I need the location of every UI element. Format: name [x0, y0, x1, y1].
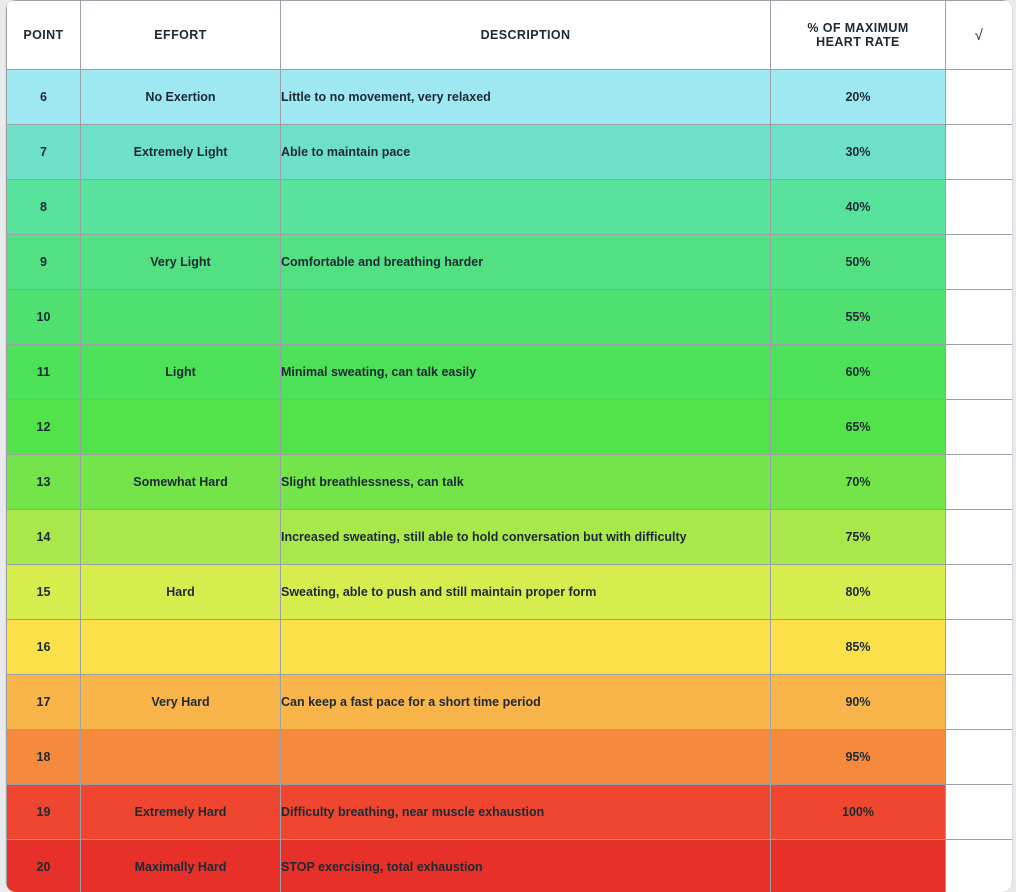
cell-description — [281, 620, 771, 675]
cell-point: 7 — [7, 125, 81, 180]
cell-description: Comfortable and breathing harder — [281, 235, 771, 290]
cell-description: Difficulty breathing, near muscle exhaustion — [281, 785, 771, 840]
table-row — [7, 70, 1013, 125]
table-row — [7, 840, 1013, 892]
cell-percent: 75% — [771, 510, 946, 565]
rpe-table — [6, 0, 1012, 892]
cell-description — [281, 290, 771, 345]
cell-point: 13 — [7, 455, 81, 510]
cell-description — [281, 180, 771, 235]
cell-checkbox[interactable] — [946, 785, 1013, 840]
cell-description: Minimal sweating, can talk easily — [281, 345, 771, 400]
cell-percent: 20% — [771, 70, 946, 125]
cell-point: 12 — [7, 400, 81, 455]
cell-point: 14 — [7, 510, 81, 565]
cell-effort: Very Hard — [81, 675, 281, 730]
cell-point: 9 — [7, 235, 81, 290]
column-header-description: DESCRIPTION — [281, 1, 771, 70]
table-row — [7, 125, 1013, 180]
table-row — [7, 565, 1013, 620]
cell-effort: Extremely Hard — [81, 785, 281, 840]
table-header — [7, 1, 1013, 70]
cell-checkbox[interactable] — [946, 345, 1013, 400]
cell-description: STOP exercising, total exhaustion — [281, 840, 771, 892]
table-row — [7, 455, 1013, 510]
cell-percent — [771, 840, 946, 892]
cell-effort — [81, 180, 281, 235]
cell-point: 15 — [7, 565, 81, 620]
column-header-percent-max-heart-rate — [771, 1, 946, 70]
cell-effort — [81, 510, 281, 565]
column-header-checkmark: √ — [946, 1, 1013, 70]
cell-description: Little to no movement, very relaxed — [281, 70, 771, 125]
cell-percent: 60% — [771, 345, 946, 400]
table-row — [7, 400, 1013, 455]
cell-percent: 50% — [771, 235, 946, 290]
cell-effort — [81, 400, 281, 455]
cell-effort: Hard — [81, 565, 281, 620]
cell-description — [281, 400, 771, 455]
cell-checkbox[interactable] — [946, 235, 1013, 290]
cell-effort: Light — [81, 345, 281, 400]
cell-point: 16 — [7, 620, 81, 675]
cell-percent: 85% — [771, 620, 946, 675]
cell-description: Can keep a fast pace for a short time period — [281, 675, 771, 730]
table-row — [7, 510, 1013, 565]
cell-percent: 95% — [771, 730, 946, 785]
cell-point: 11 — [7, 345, 81, 400]
cell-checkbox[interactable] — [946, 70, 1013, 125]
cell-percent: 55% — [771, 290, 946, 345]
cell-effort: Somewhat Hard — [81, 455, 281, 510]
table-row — [7, 345, 1013, 400]
cell-percent: 80% — [771, 565, 946, 620]
cell-point: 8 — [7, 180, 81, 235]
table-row — [7, 180, 1013, 235]
cell-checkbox[interactable] — [946, 180, 1013, 235]
rpe-scale-chart — [6, 0, 1012, 892]
table-body — [7, 70, 1013, 892]
header-row — [7, 1, 1013, 70]
cell-checkbox[interactable] — [946, 290, 1013, 345]
cell-percent: 30% — [771, 125, 946, 180]
column-header-percent-line1: % OF MAXIMUM — [807, 21, 909, 35]
cell-point: 17 — [7, 675, 81, 730]
table-row — [7, 675, 1013, 730]
cell-effort: Maximally Hard — [81, 840, 281, 892]
cell-checkbox[interactable] — [946, 125, 1013, 180]
cell-effort: Very Light — [81, 235, 281, 290]
cell-point: 19 — [7, 785, 81, 840]
cell-checkbox[interactable] — [946, 730, 1013, 785]
cell-checkbox[interactable] — [946, 400, 1013, 455]
cell-checkbox[interactable] — [946, 620, 1013, 675]
cell-checkbox[interactable] — [946, 675, 1013, 730]
cell-description: Slight breathlessness, can talk — [281, 455, 771, 510]
column-header-point: POINT — [7, 1, 81, 70]
cell-percent: 65% — [771, 400, 946, 455]
table-row — [7, 730, 1013, 785]
cell-description: Able to maintain pace — [281, 125, 771, 180]
column-header-percent-line2: HEART RATE — [816, 35, 900, 49]
table-row — [7, 235, 1013, 290]
cell-effort: Extremely Light — [81, 125, 281, 180]
table-row — [7, 620, 1013, 675]
cell-checkbox[interactable] — [946, 455, 1013, 510]
cell-percent: 40% — [771, 180, 946, 235]
cell-effort — [81, 620, 281, 675]
cell-effort — [81, 290, 281, 345]
table-row — [7, 290, 1013, 345]
column-header-effort: EFFORT — [81, 1, 281, 70]
cell-point: 6 — [7, 70, 81, 125]
cell-percent: 90% — [771, 675, 946, 730]
cell-point: 10 — [7, 290, 81, 345]
cell-effort: No Exertion — [81, 70, 281, 125]
cell-checkbox[interactable] — [946, 565, 1013, 620]
cell-description: Sweating, able to push and still maintain proper form — [281, 565, 771, 620]
cell-checkbox[interactable] — [946, 510, 1013, 565]
cell-percent: 100% — [771, 785, 946, 840]
cell-point: 18 — [7, 730, 81, 785]
cell-percent: 70% — [771, 455, 946, 510]
cell-checkbox[interactable] — [946, 840, 1013, 892]
table-row — [7, 785, 1013, 840]
cell-description — [281, 730, 771, 785]
cell-point: 20 — [7, 840, 81, 892]
cell-description: Increased sweating, still able to hold conversation but with difficulty — [281, 510, 771, 565]
cell-effort — [81, 730, 281, 785]
